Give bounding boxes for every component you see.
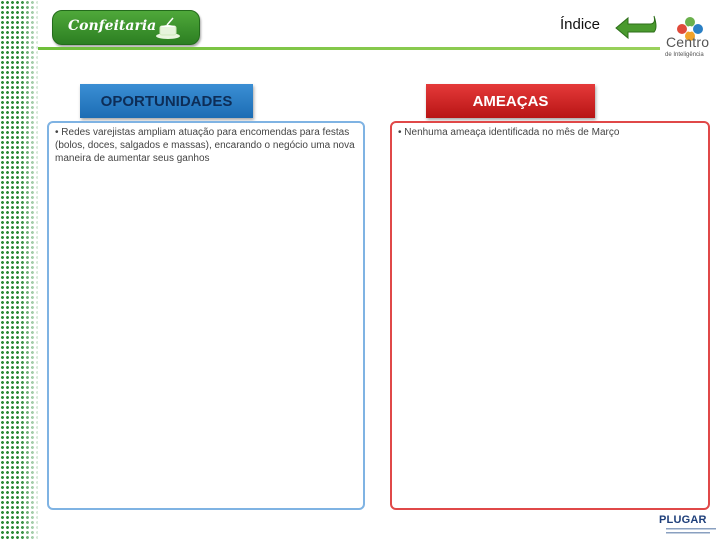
threats-panel: [390, 121, 710, 510]
index-link[interactable]: Índice: [560, 16, 601, 33]
threats-header: AMEAÇAS: [426, 84, 595, 118]
plugar-tagline-lines: [666, 527, 718, 537]
logo-text: Centro: [666, 34, 710, 50]
opportunities-text: • Redes varejistas ampliam atuação para encomendas para festas (bolos, doces, salgados e massas), encarando o negócio uma nova maneira de aumentar seus ganhos: [55, 127, 355, 164]
threats-text: • Nenhuma ameaça identificada no mês de Março: [398, 127, 620, 138]
plugar-logo: PLUGAR: [659, 514, 707, 526]
opportunities-panel: [47, 121, 365, 510]
cake-icon: [153, 15, 183, 41]
section-badge: [52, 10, 200, 45]
opportunities-header: OPORTUNIDADES: [80, 84, 253, 118]
header-divider: [38, 47, 660, 50]
left-dotted-stripe: [0, 0, 38, 540]
logo-subtext: de Inteligência: [665, 52, 704, 58]
back-arrow-icon[interactable]: [612, 14, 658, 42]
section-title: Confeitaria: [68, 18, 157, 34]
